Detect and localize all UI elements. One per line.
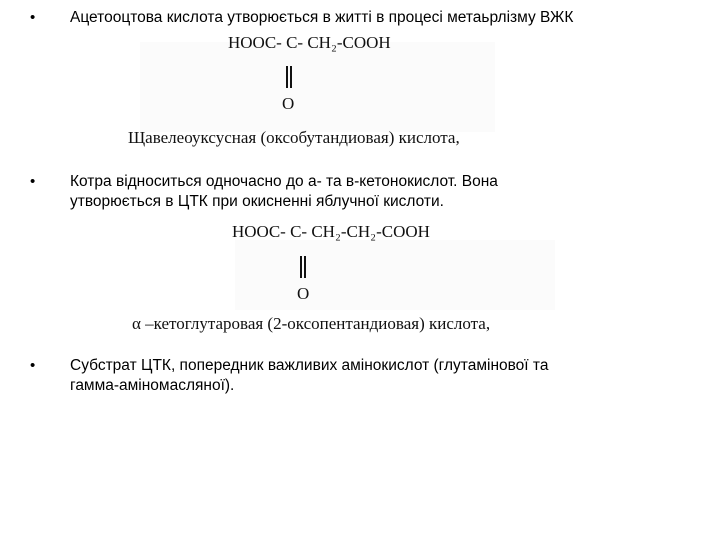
formula-2-main: HOOC- C- CH₂-CH₂-COOH: [232, 222, 430, 241]
item-3-line-2: гамма-аміномасляної).: [70, 377, 235, 394]
item-2-line-1: Котра відноситься одночасно до а- та в-кетонокислот. Вона: [70, 173, 498, 190]
formula-1-oxygen: O: [282, 94, 295, 113]
item-1-line-1: Ацетооцтова кислота утворюється в житті в процесі метаьрлізму ВЖК: [70, 9, 574, 26]
item-2-line-2: утворюється в ЦТК при окисненні яблучної кислоти.: [70, 193, 444, 210]
bullet-1: •: [30, 9, 36, 26]
formula-1-caption: Щавелеоуксусная (оксобутандиовая) кислота,: [128, 128, 460, 147]
scan-noise: [235, 240, 555, 310]
formula-2-oxygen: O: [297, 284, 310, 303]
item-3-line-1: Субстрат ЦТК, попередник важливих амінокислот (глутамінової та: [70, 357, 549, 374]
bullet-2: •: [30, 173, 36, 190]
formula-2-caption: α –кетоглутаровая (2-оксопентандиовая) кислота,: [132, 314, 491, 333]
formula-2-double-bond: [300, 256, 306, 278]
formula-1-main: HOOC- C- CH₂-COOH: [228, 33, 391, 52]
bullet-3: •: [30, 357, 36, 374]
